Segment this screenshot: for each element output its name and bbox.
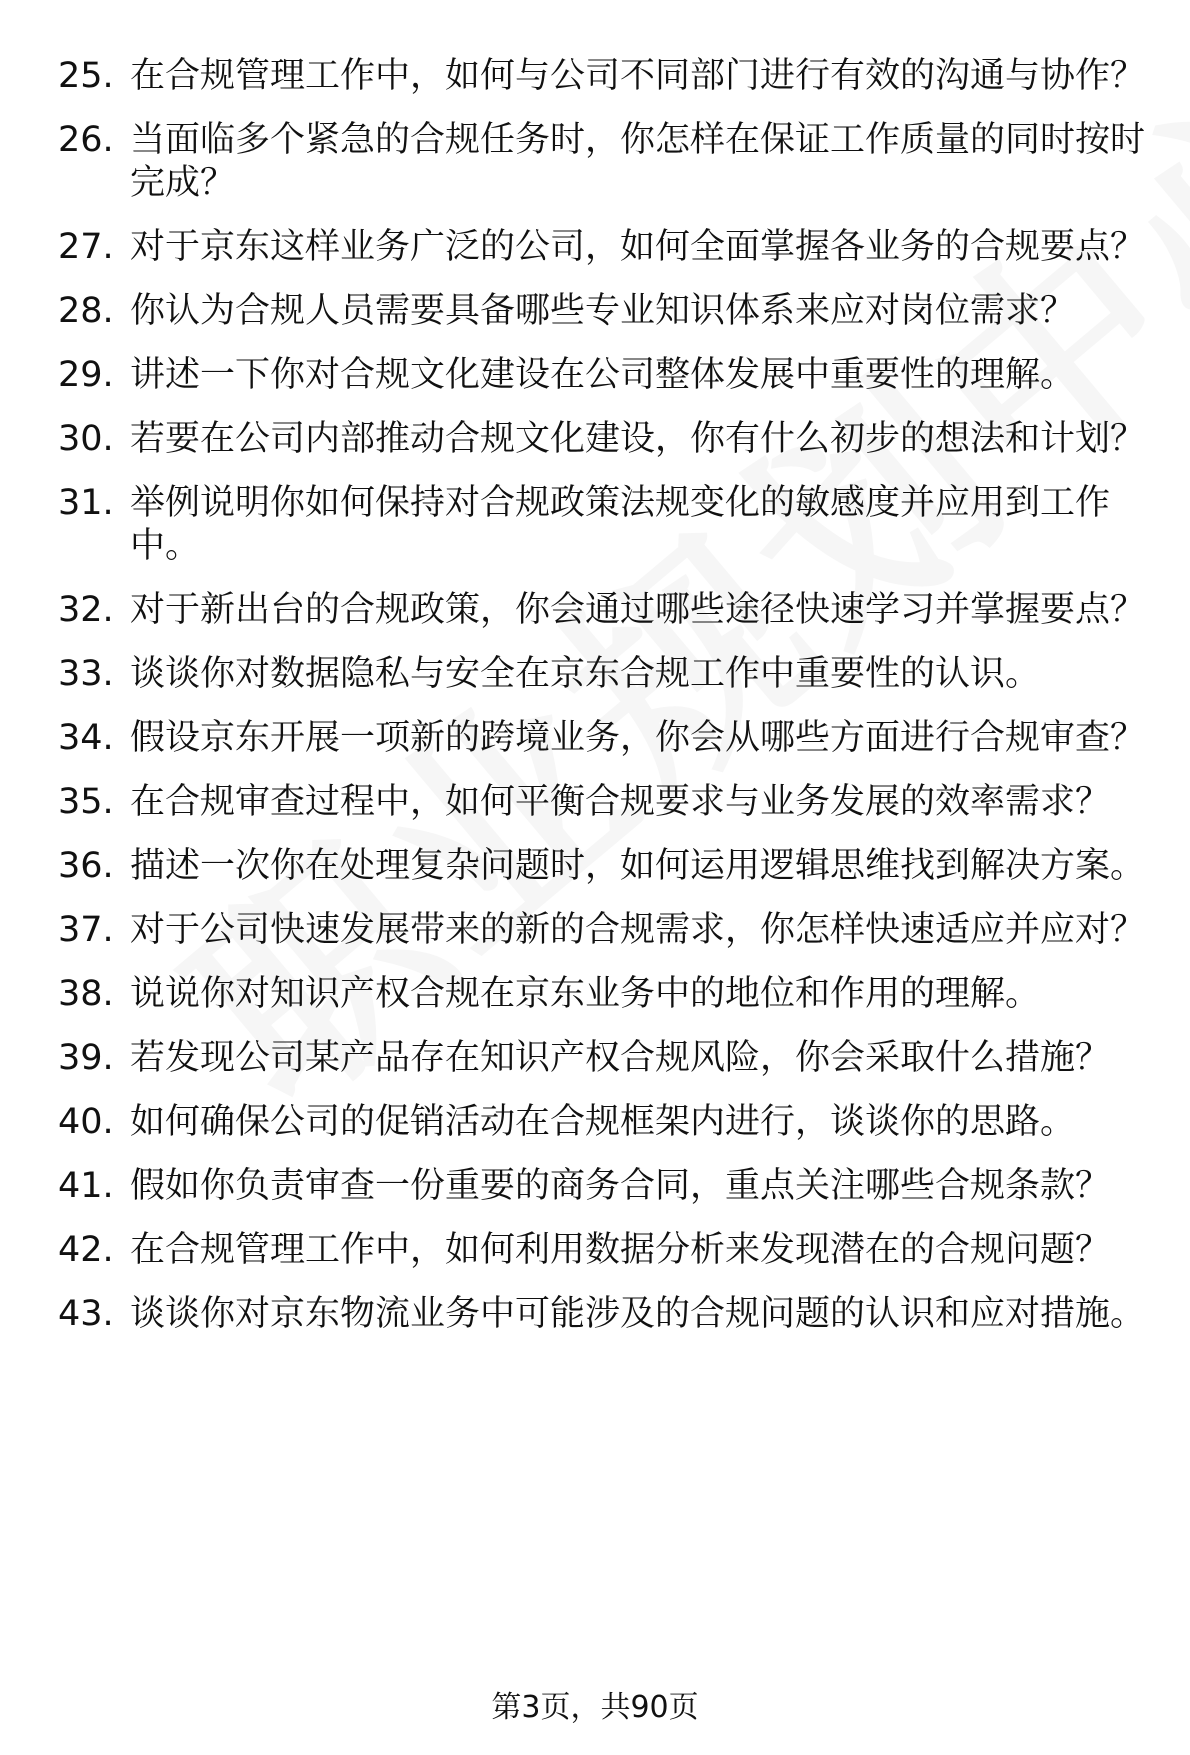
question-number: 39. [58,1038,114,1078]
question-number: 25. [58,56,114,96]
question-text: 假如你负责审查一份重要的商务合同，重点关注哪些合规条款？ [130,1166,1111,1206]
list-item [0,845,1190,888]
question-text: 如何确保公司的促销活动在合规框架内进行，谈谈你的思路。 [130,1102,1076,1142]
list-item [0,909,1190,952]
question-number: 31. [58,483,114,523]
question-text: 对于新出台的合规政策，你会通过哪些途径快速学习并掌握要点？ [130,590,1146,630]
question-text: 举例说明你如何保持对合规政策法规变化的敏感度并应用到工作中。 [130,483,1111,566]
question-number: 32. [58,590,114,630]
question-number: 42. [58,1230,114,1270]
list-item [0,482,1190,568]
list-item [0,589,1190,632]
question-number: 27. [58,227,114,267]
question-text: 你认为合规人员需要具备哪些专业知识体系来应对岗位需求？ [130,291,1076,331]
question-number: 28. [58,291,114,331]
list-item [0,717,1190,760]
question-text: 对于公司快速发展带来的新的合规需求，你怎样快速适应并应对？ [130,910,1146,950]
question-number: 30. [58,419,114,459]
list-item [0,1293,1190,1336]
list-item [0,1165,1190,1208]
list-item [0,119,1190,205]
question-text: 在合规管理工作中，如何与公司不同部门进行有效的沟通与协作？ [130,56,1146,96]
question-text: 假设京东开展一项新的跨境业务，你会从哪些方面进行合规审查？ [130,718,1146,758]
list-item [0,226,1190,269]
question-text: 对于京东这样业务广泛的公司，如何全面掌握各业务的合规要点？ [130,227,1146,267]
question-number: 38. [58,974,114,1014]
list-item [0,290,1190,333]
question-text: 若要在公司内部推动合规文化建设，你有什么初步的想法和计划？ [130,419,1146,459]
question-number: 36. [58,846,114,886]
question-text: 在合规管理工作中，如何利用数据分析来发现潜在的合规问题？ [130,1230,1111,1270]
question-text: 当面临多个紧急的合规任务时，你怎样在保证工作质量的同时按时完成？ [130,120,1146,203]
list-item [0,1037,1190,1080]
question-number: 35. [58,782,114,822]
list-item [0,781,1190,824]
question-text: 描述一次你在处理复杂问题时，如何运用逻辑思维找到解决方案。 [130,846,1146,886]
list-item [0,1229,1190,1272]
question-number: 34. [58,718,114,758]
question-number: 41. [58,1166,114,1206]
list-item [0,1101,1190,1144]
question-list [0,55,1190,1357]
list-item [0,653,1190,696]
question-text: 说说你对知识产权合规在京东业务中的地位和作用的理解。 [130,974,1041,1014]
question-number: 26. [58,120,114,160]
question-number: 43. [58,1294,114,1334]
question-text: 谈谈你对京东物流业务中可能涉及的合规问题的认识和应对措施。 [130,1294,1146,1334]
question-number: 40. [58,1102,114,1142]
question-number: 33. [58,654,114,694]
question-number: 37. [58,910,114,950]
question-text: 讲述一下你对合规文化建设在公司整体发展中重要性的理解。 [130,355,1076,395]
question-text: 若发现公司某产品存在知识产权合规风险，你会采取什么措施？ [130,1038,1111,1078]
question-text: 在合规审查过程中，如何平衡合规要求与业务发展的效率需求？ [130,782,1111,822]
question-text: 谈谈你对数据隐私与安全在京东合规工作中重要性的认识。 [130,654,1041,694]
list-item [0,418,1190,461]
list-item [0,354,1190,397]
page-number: 第3页，共90页 [491,1690,699,1725]
list-item [0,973,1190,1016]
question-number: 29. [58,355,114,395]
list-item [0,55,1190,98]
